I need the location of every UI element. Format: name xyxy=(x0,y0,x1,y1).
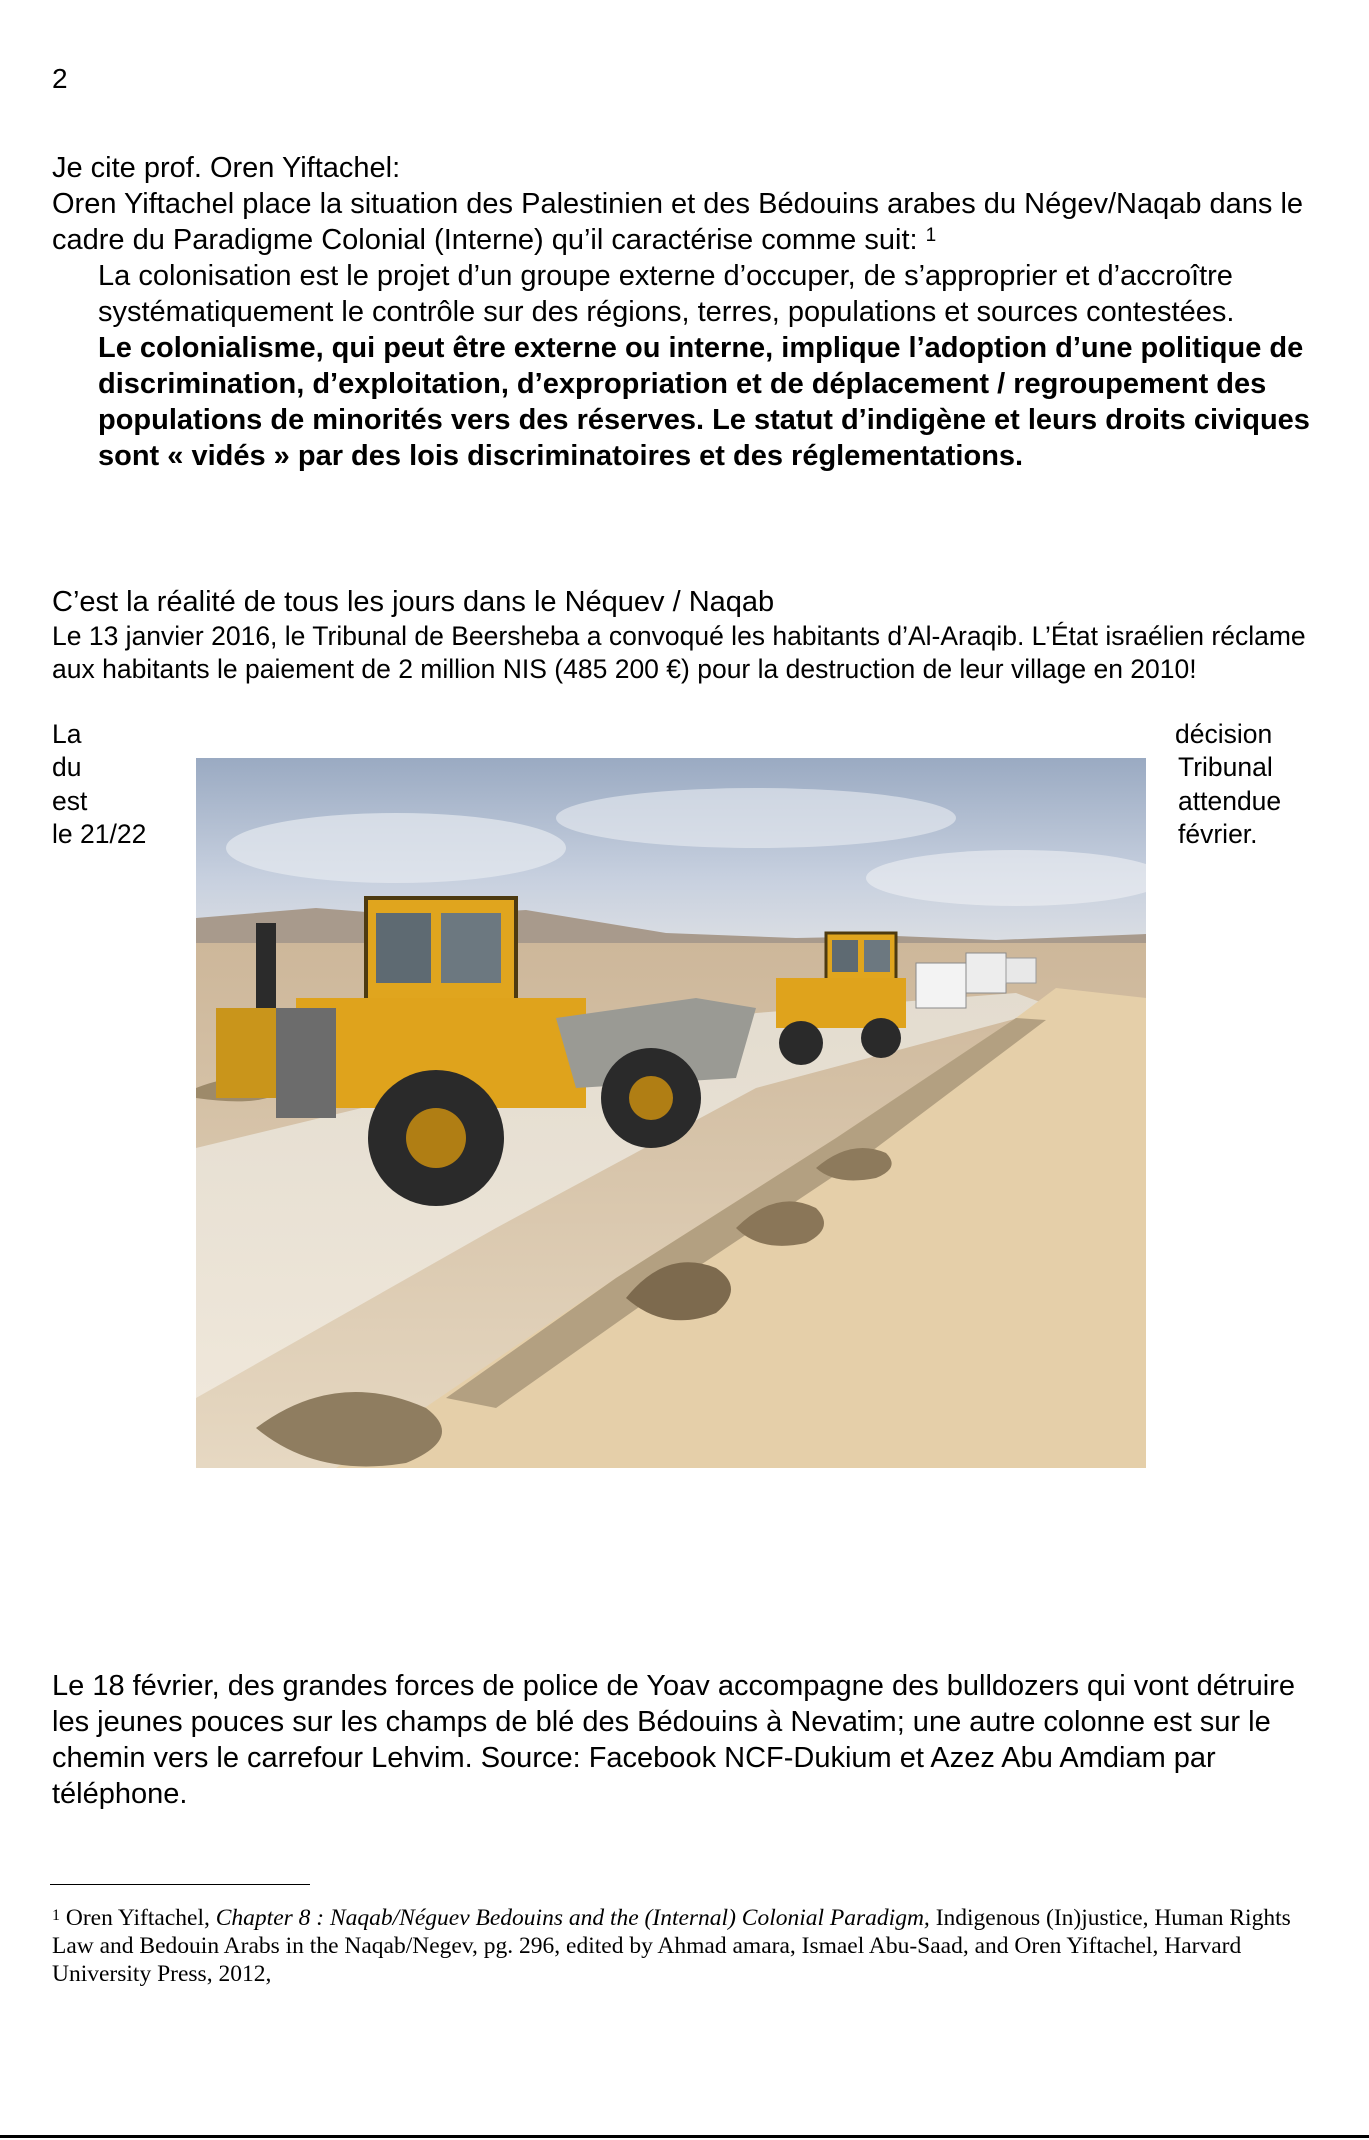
quote-bold: Le colonialisme, qui peut être externe ou interne, implique l’adoption d’une politique de discrimination, d’exploitation, d’expropriation et de déplacement / regroupement des populations de minorités vers des réserves. Le statut d’indigène et leurs droits civiques sont « vidés » par des lois discriminatoires et des réglementations. xyxy=(98,332,1310,472)
bulldozer-photo xyxy=(196,758,1146,1468)
page-bottom-border xyxy=(0,2135,1369,2138)
reality-heading: C’est la réalité de tous les jours dans le Néquev / Naqab xyxy=(52,586,775,618)
footnote-title: Chapter 8 : Naqab/Néguev Bedouins and the (Internal) Colonial Paradigm, xyxy=(215,1905,930,1931)
wrap-left-4: le 21/22 xyxy=(52,819,147,849)
footnote-separator xyxy=(50,1884,310,1885)
intro-lead xyxy=(52,186,1322,258)
footnote xyxy=(52,1904,1302,1988)
cite-line: Je cite prof. Oren Yiftachel: xyxy=(52,152,401,184)
bulldozer-photo-illustration xyxy=(196,758,1146,1468)
footnote-reference[interactable]: 1 xyxy=(925,225,937,246)
wrap-right-2: Tribunal xyxy=(1178,752,1273,782)
intro-block xyxy=(52,150,1322,258)
wrap-right-4: février. xyxy=(1178,819,1258,849)
wrap-left-2: du xyxy=(52,752,82,782)
footnote-marker: 1 xyxy=(52,1907,60,1924)
quote-plain: La colonisation est le projet d’un groupe externe d’occuper, de s’approprier et d’accroître systématiquement le contrôle sur des régions, terres, populations et sources contestées. xyxy=(98,260,1235,328)
reality-paragraph: Le 13 janvier 2016, le Tribunal de Beersheba a convoqué les habitants d’Al-Araqib. L’État israélien réclame aux habitants le paiement de 2 million NIS (485 200 €) pour la destruction de leur village en 2010! xyxy=(52,621,1306,684)
intro-lead-text: Oren Yiftachel place la situation des Palestinien et des Bédouins arabes du Négev/Naqab dans le cadre du Paradigme Colonial (Interne) qu’il caractérise comme suit: xyxy=(52,188,1304,256)
wrap-right-3: attendue xyxy=(1178,786,1282,816)
page-number: 2 xyxy=(52,63,68,94)
wrap-right-1: décision xyxy=(1175,719,1273,749)
wrap-left-3: est xyxy=(52,786,88,816)
footnote-rest: Indigenous (In)justice, Human Rights Law and Bedouin Arabs in the Naqab/Negev, pg. 296, edited by Ahmad amara, Ismael Abu-Saad, and Oren Yiftachel, Harvard University Press, 2012, xyxy=(52,1905,1291,1987)
closing-paragraph: Le 18 février, des grandes forces de police de Yoav accompagne des bulldozers qui vont détruire les jeunes pouces sur les champs de blé des Bédouins à Nevatim; une autre colonne est sur le chemin vers le carrefour Lehvim. Source: Facebook NCF-Dukium et Azez Abu Amdiam par téléphone. xyxy=(52,1670,1295,1810)
wrap-left-1: La xyxy=(52,719,82,749)
quote-block xyxy=(98,258,1328,474)
footnote-author: Oren Yiftachel, xyxy=(60,1905,216,1931)
